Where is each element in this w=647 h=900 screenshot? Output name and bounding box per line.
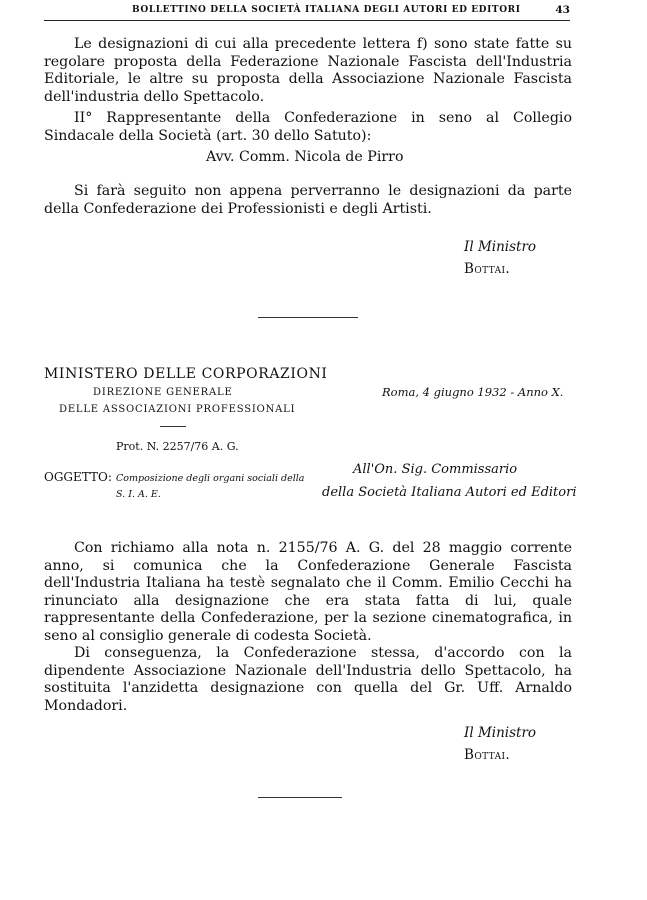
signature-title: Il Ministro — [464, 725, 537, 741]
running-title: BOLLETTINO DELLA SOCIETÀ ITALIANA DEGLI AUTORI ED EDITORI — [132, 5, 521, 15]
ministry-heading: MINISTERO DELLE CORPORAZIONI — [44, 366, 328, 382]
addressee-line-1: All'On. Sig. Commissario — [353, 462, 518, 477]
addressee-line-2: della Società Italiana Autori ed Editori — [322, 485, 577, 500]
signature-block-1 — [464, 236, 574, 280]
directorate-line-2: DELLE ASSOCIAZIONI PROFESSIONALI — [59, 404, 296, 415]
section-divider — [258, 317, 358, 318]
paragraph-richiamo: Con richiamo alla nota n. 2155/76 A. G. del 28 maggio corrente anno, si comunica che la Confederazione Generale Fascista dell'Industria Italiana ha testè segnalato che il Comm. Emilio Cecchi ha rinunciato alla designazione che era stata fatta di lui, quale rappresentante della Confederazione, per la sezione cinematografica, in seno al consiglio generale di codesta Società. — [44, 540, 572, 644]
signature-name: Bottai. — [464, 747, 511, 763]
letter-date: Roma, 4 giugno 1932 - Anno X. — [382, 385, 564, 399]
directorate-line-1: DIREZIONE GENERALE — [93, 387, 233, 398]
paragraph-collegio-sindacale: II° Rappresentante della Confederazione in seno al Collegio Sindacale della Società (art. 30 dello Satuto): — [44, 110, 572, 144]
end-divider — [258, 797, 342, 798]
paragraph-seguito: Si farà seguito non appena perverranno le designazioni da parte della Confederazione dei Professionisti e degli Artisti. — [44, 183, 572, 217]
signature-name: Bottai. — [464, 261, 511, 277]
subject-text: Composizione degli organi sociali della S. I. A. E. — [116, 473, 305, 500]
paragraph-designazioni: Le designazioni di cui alla precedente lettera f) sono state fatte su regolare proposta della Federazione Nazionale Fascista dell'Industria Editoriale, le altre su proposta della Associazione Nazionale Fascista dell'industria dello Spettacolo. — [44, 36, 572, 105]
signature-block-2 — [464, 722, 574, 766]
page-number: 43 — [555, 4, 570, 16]
nominee-name: Avv. Comm. Nicola de Pirro — [206, 149, 404, 165]
protocol-number: Prot. N. 2257/76 A. G. — [116, 440, 239, 453]
running-header — [44, 4, 570, 21]
heading-divider — [160, 426, 186, 427]
subject-label: OGGETTO: — [44, 470, 112, 484]
signature-title: Il Ministro — [464, 239, 537, 255]
paragraph-conseguenza: Di conseguenza, la Confederazione stessa, d'accordo con la dipendente Associazione Nazionale dell'Industria dello Spettacolo, ha sostituita l'anzidetta designazione con quella del Gr. Uff. Arnaldo Mondadori. — [44, 645, 572, 714]
